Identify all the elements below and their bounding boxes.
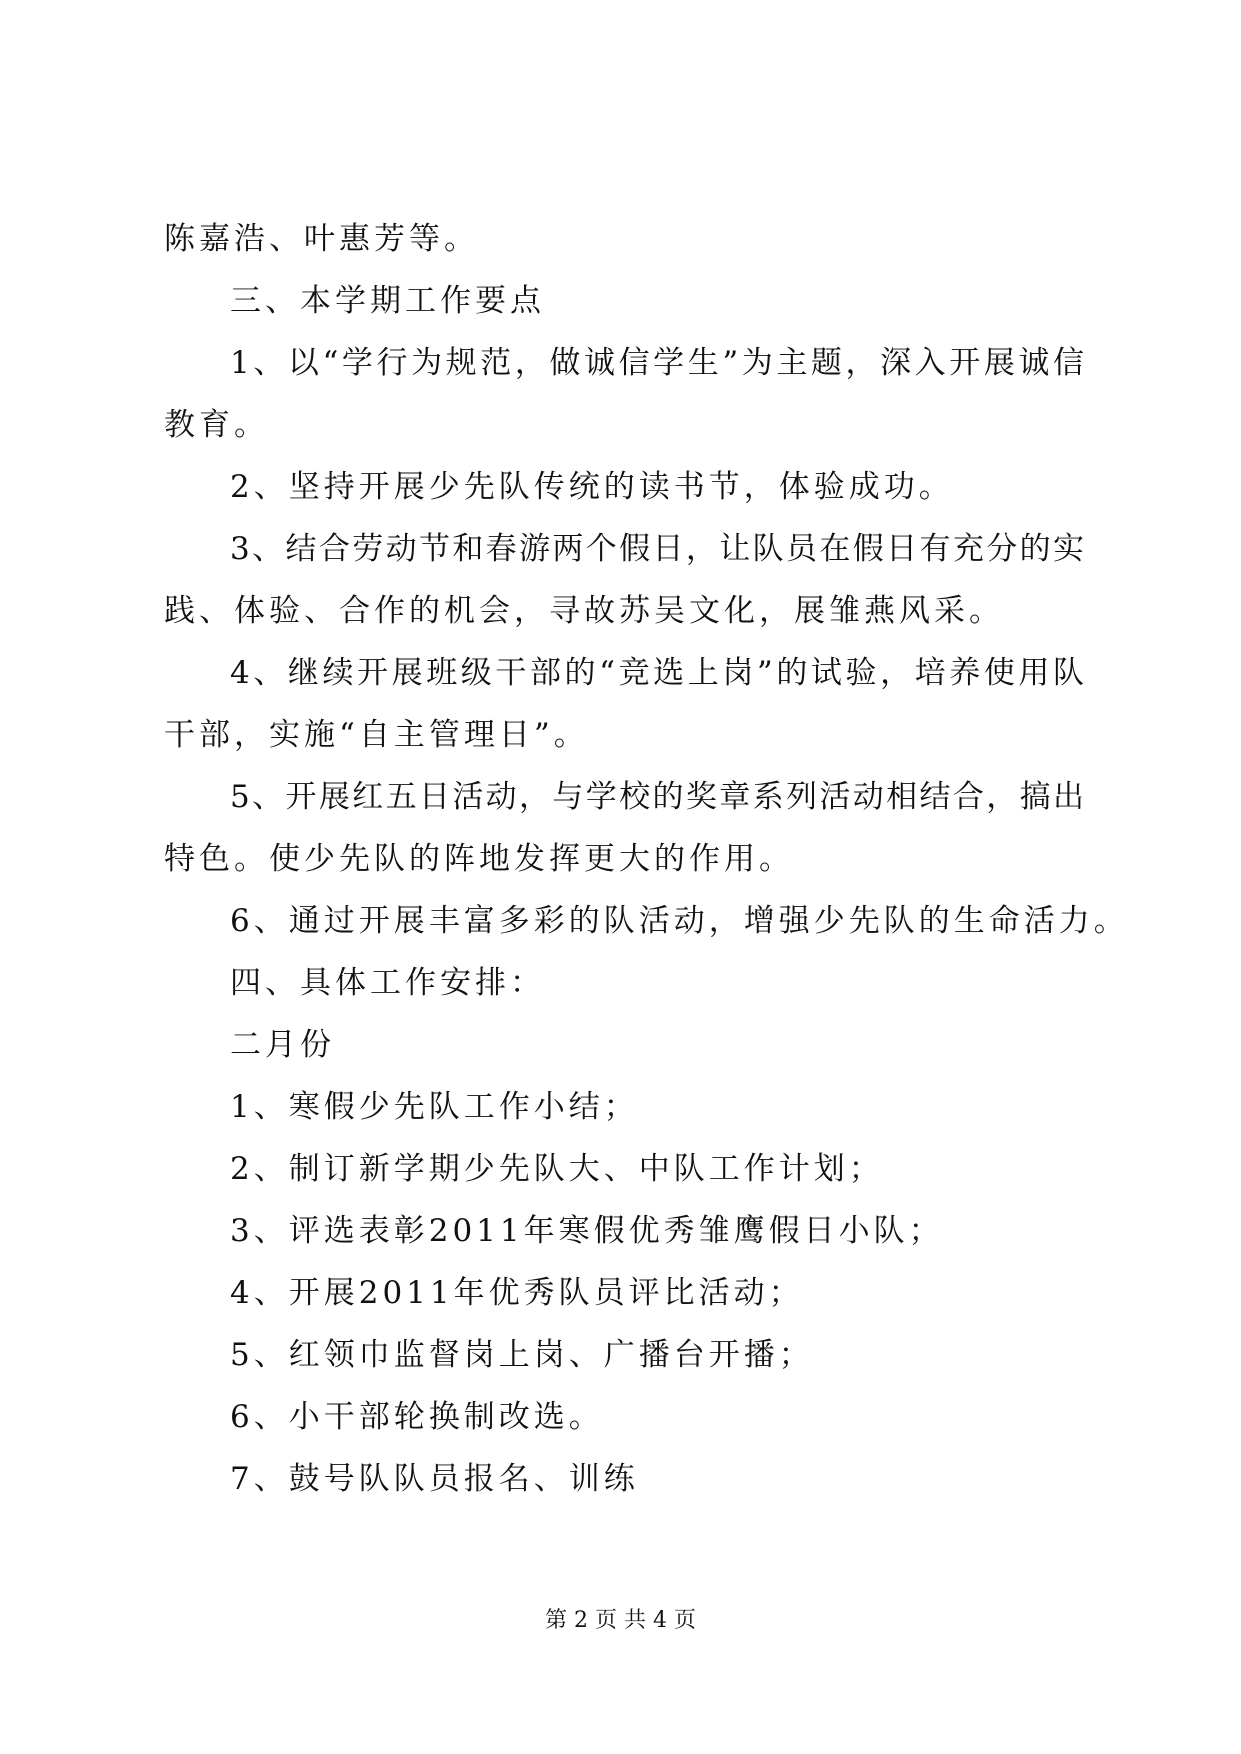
paragraph-line: 1、以“学行为规范，做诚信学生”为主题，深入开展诚信: [230, 345, 1084, 381]
paragraph-line: 6、通过开展丰富多彩的队活动，增强少先队的生命活力。: [230, 903, 1129, 939]
paragraph-line: 3、结合劳动节和春游两个假日，让队员在假日有充分的实: [230, 531, 1084, 567]
list-item: 1、寒假少先队工作小结；: [230, 1089, 639, 1125]
list-item: 7、鼓号队队员报名、训练: [230, 1461, 639, 1497]
paragraph-line: 特色。使少先队的阵地发挥更大的作用。: [164, 841, 794, 877]
section-heading: 三、本学期工作要点: [230, 283, 545, 319]
paragraph-line: 教育。: [164, 407, 269, 443]
paragraph-line: 践、体验、合作的机会，寻故苏吴文化，展雏燕风采。: [164, 593, 1004, 629]
paragraph-line: 2、坚持开展少先队传统的读书节，体验成功。: [230, 469, 954, 505]
document-body: [164, 208, 1129, 1510]
paragraph-line: 4、继续开展班级干部的“竞选上岗”的试验，培养使用队: [230, 655, 1084, 691]
paragraph-line: 陈嘉浩、叶惠芳等。: [164, 221, 479, 257]
list-item: 5、红领巾监督岗上岗、广播台开播；: [230, 1337, 814, 1373]
list-item: 3、评选表彰2011年寒假优秀雏鹰假日小队；: [230, 1213, 944, 1249]
list-item: 4、开展2011年优秀队员评比活动；: [230, 1275, 804, 1311]
paragraph-line: 5、开展红五日活动，与学校的奖章系列活动相结合，搞出: [230, 779, 1084, 815]
subsection-heading: 二月份: [230, 1027, 335, 1063]
list-item: 2、制订新学期少先队大、中队工作计划；: [230, 1151, 884, 1187]
list-item: 6、小干部轮换制改选。: [230, 1399, 604, 1435]
paragraph-line: 干部，实施“自主管理日”。: [164, 717, 589, 753]
section-heading: 四、具体工作安排：: [230, 965, 545, 1001]
page-number-footer: 第 2 页 共 4 页: [545, 1608, 696, 1633]
